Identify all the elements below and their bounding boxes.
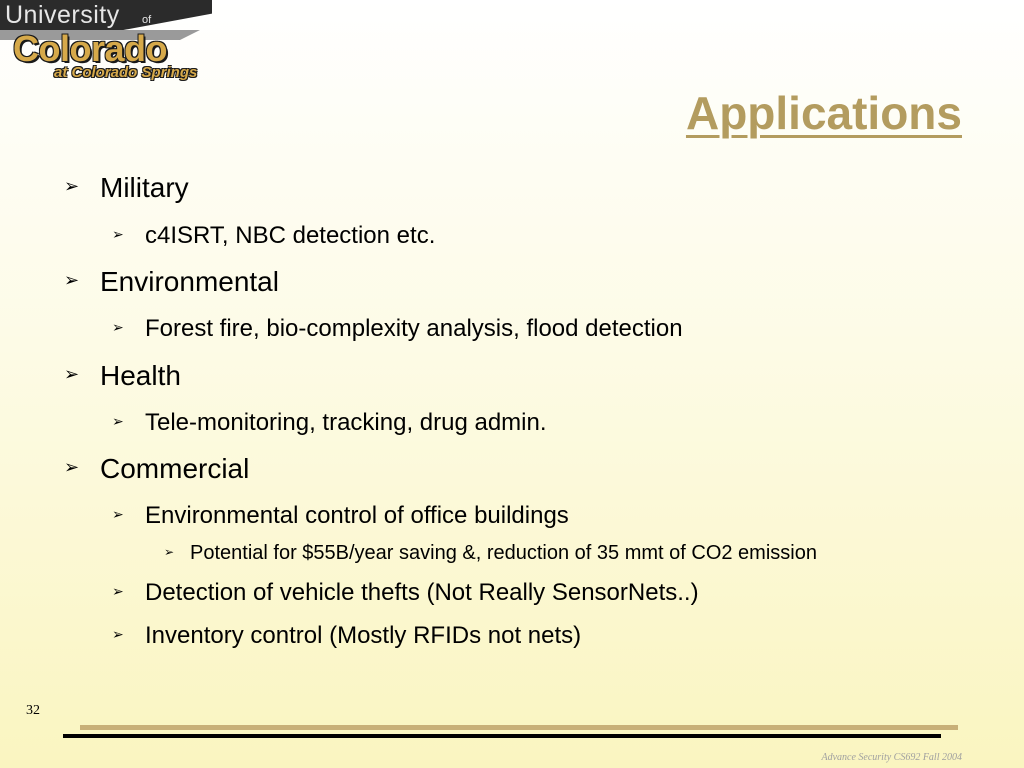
bullet-arrow-icon: ➢	[164, 545, 175, 559]
bullet-arrow-icon: ➢	[112, 226, 124, 242]
university-logo	[0, 0, 215, 88]
bullet-text: Tele-monitoring, tracking, drug admin.	[145, 409, 547, 436]
logo-university-text: University	[5, 1, 120, 29]
bullet-text: Commercial	[100, 453, 250, 484]
bullet-arrow-icon: ➢	[112, 626, 124, 642]
bullet-text: c4ISRT, NBC detection etc.	[145, 222, 436, 249]
bullet-text: Forest fire, bio-complexity analysis, flood detection	[145, 315, 683, 342]
bullet-arrow-icon: ➢	[64, 364, 80, 384]
bullet-text: Military	[100, 172, 189, 203]
bullet-arrow-icon: ➢	[64, 176, 80, 196]
footer-gold-rule	[80, 725, 958, 730]
bullet-arrow-icon: ➢	[112, 319, 124, 335]
bullet-text: Health	[100, 360, 181, 391]
slide-title: Applications	[685, 87, 962, 139]
bullet-arrow-icon: ➢	[112, 413, 124, 429]
bullet-text: Environmental control of office buildings	[145, 502, 569, 529]
bullet-text: Detection of vehicle thefts (Not Really SensorNets..)	[145, 579, 699, 606]
bullet-text: Inventory control (Mostly RFIDs not nets)	[145, 622, 582, 649]
footer-black-rule	[63, 734, 941, 738]
logo-campus-text: at Colorado Springs	[54, 64, 198, 81]
bullet-arrow-icon: ➢	[112, 583, 124, 599]
bullet-arrow-icon: ➢	[64, 457, 80, 477]
logo-of-text: of	[142, 14, 152, 26]
page-number: 32	[26, 703, 40, 718]
bullet-arrow-icon: ➢	[112, 506, 124, 522]
bullet-text: Potential for $55B/year saving &, reduction of 35 mmt of CO2 emission	[190, 542, 817, 564]
bullet-arrow-icon: ➢	[64, 270, 80, 290]
logo-colorado-text: Colorado	[13, 28, 167, 69]
bullet-text: Environmental	[100, 266, 279, 297]
footer-course-label: Advance Security CS692 Fall 2004	[821, 752, 962, 763]
